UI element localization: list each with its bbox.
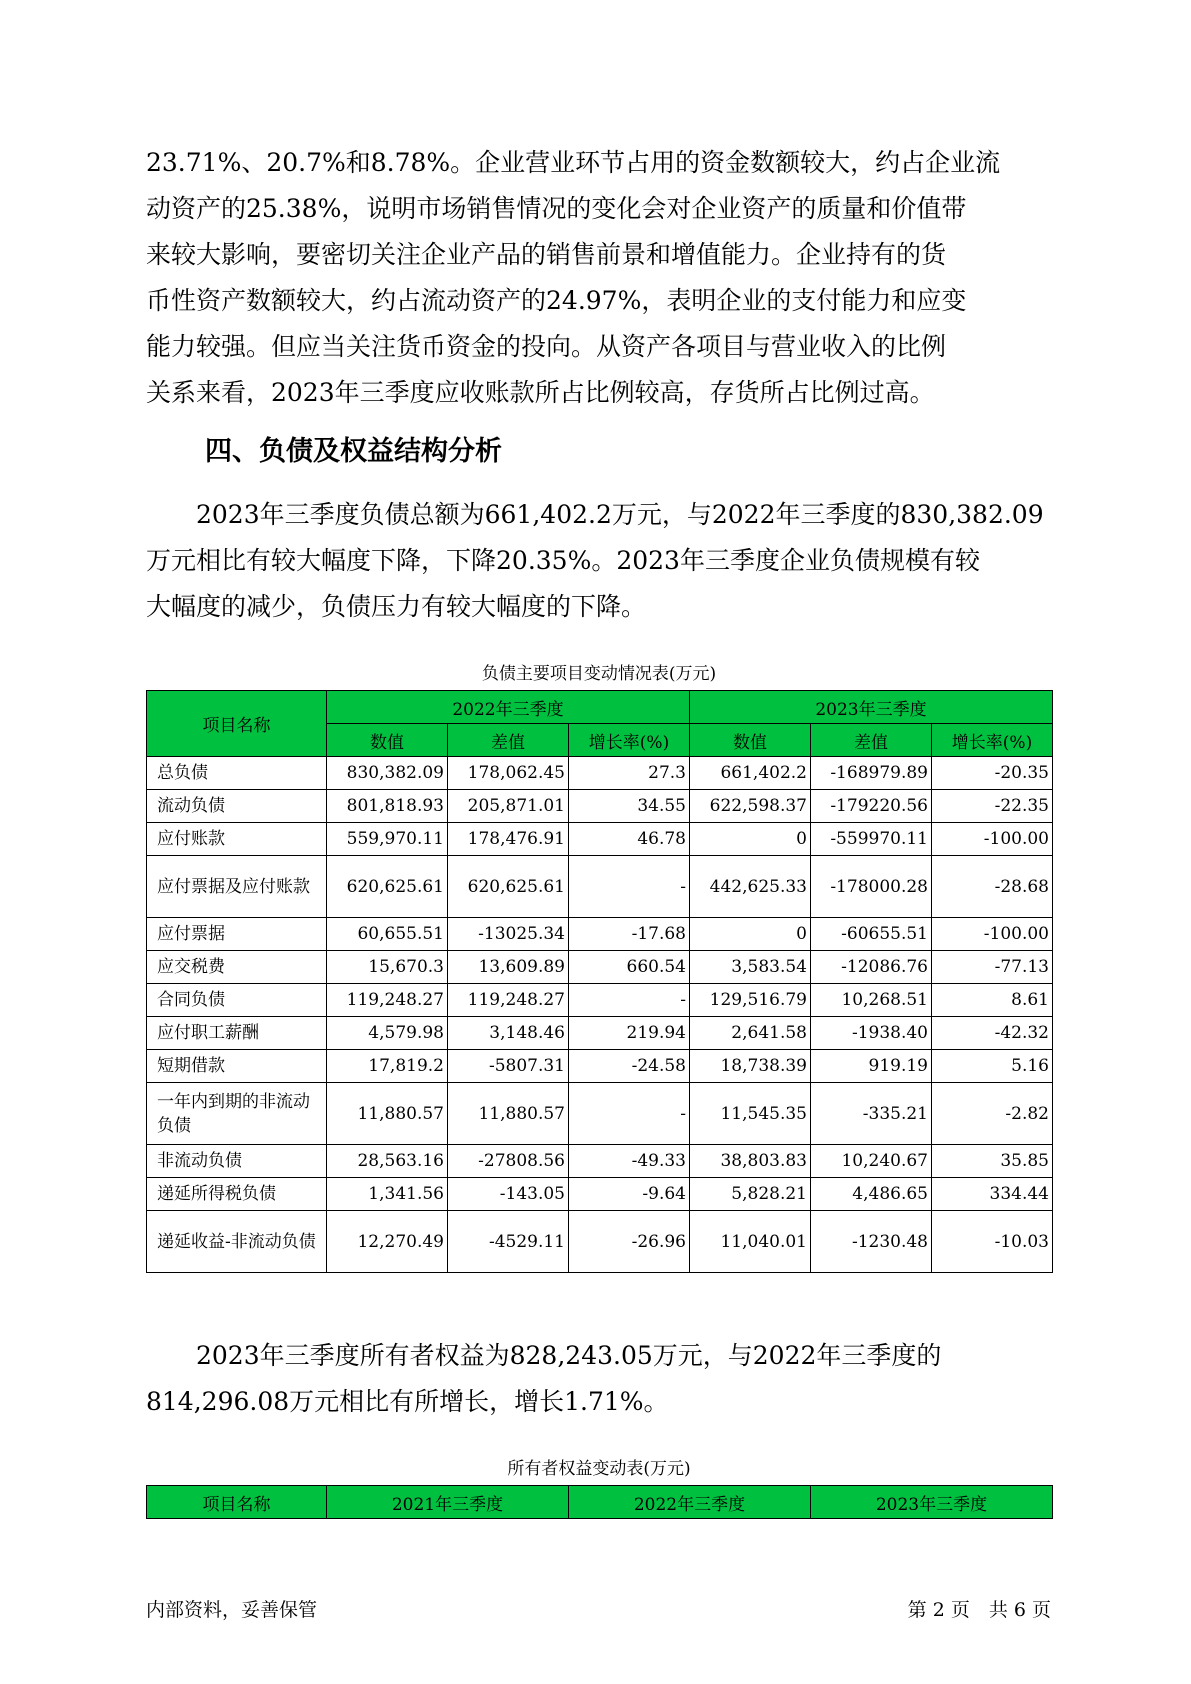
table-row xyxy=(147,1017,1053,1050)
table-cell: -20.35 xyxy=(932,757,1053,790)
subheader-value: 数值 xyxy=(690,724,811,757)
equity-line: 2023年三季度所有者权益为828,243.05万元，与2022年三季度的 xyxy=(146,1341,942,1370)
table-cell: 10,240.67 xyxy=(811,1145,932,1178)
table-cell: -5807.31 xyxy=(448,1050,569,1083)
table-cell: 219.94 xyxy=(569,1017,690,1050)
table-cell: 620,625.61 xyxy=(327,856,448,918)
table-cell: 17,819.2 xyxy=(327,1050,448,1083)
table-cell: 27.3 xyxy=(569,757,690,790)
table-cell: 10,268.51 xyxy=(811,984,932,1017)
table-cell: 15,670.3 xyxy=(327,951,448,984)
table-cell: -559970.11 xyxy=(811,823,932,856)
table-cell: 4,579.98 xyxy=(327,1017,448,1050)
table-cell: - xyxy=(569,856,690,918)
table-cell: -22.35 xyxy=(932,790,1053,823)
table-cell: -1938.40 xyxy=(811,1017,932,1050)
table-cell: 34.55 xyxy=(569,790,690,823)
intro-line: 币性资产数额较大，约占流动资产的24.97%，表明企业的支付能力和应变 xyxy=(146,286,967,315)
table-cell: -10.03 xyxy=(932,1211,1053,1273)
liability-paragraph xyxy=(146,492,1086,630)
table-cell: -27808.56 xyxy=(448,1145,569,1178)
table-cell: -12086.76 xyxy=(811,951,932,984)
table-cell: 919.19 xyxy=(811,1050,932,1083)
equity-header-item: 项目名称 xyxy=(147,1486,327,1519)
row-item-name: 合同负债 xyxy=(147,984,327,1017)
table-row xyxy=(147,856,1053,918)
table-row xyxy=(147,951,1053,984)
table-cell: 46.78 xyxy=(569,823,690,856)
row-item-name: 应交税费 xyxy=(147,951,327,984)
row-item-name: 应付账款 xyxy=(147,823,327,856)
table-cell: 5.16 xyxy=(932,1050,1053,1083)
intro-line: 动资产的25.38%，说明市场销售情况的变化会对企业资产的质量和价值带 xyxy=(146,194,967,223)
table-cell: 0 xyxy=(690,918,811,951)
row-item-name: 流动负债 xyxy=(147,790,327,823)
table-cell: -42.32 xyxy=(932,1017,1053,1050)
table-cell: -178000.28 xyxy=(811,856,932,918)
table-row xyxy=(147,984,1053,1017)
equity-table xyxy=(146,1485,1053,1519)
header-item-name: 项目名称 xyxy=(147,691,327,757)
table-cell: - xyxy=(569,1083,690,1145)
equity-paragraph xyxy=(146,1333,1086,1425)
table-cell: 620,625.61 xyxy=(448,856,569,918)
liability-line: 大幅度的减少，负债压力有较大幅度的下降。 xyxy=(146,592,647,621)
table-row xyxy=(147,1211,1053,1273)
table-row xyxy=(147,1178,1053,1211)
table-row xyxy=(147,790,1053,823)
intro-paragraph xyxy=(146,140,1086,416)
table-cell: -100.00 xyxy=(932,918,1053,951)
table-cell: 3,583.54 xyxy=(690,951,811,984)
table-cell: 119,248.27 xyxy=(327,984,448,1017)
table-cell: 13,609.89 xyxy=(448,951,569,984)
table-cell: 12,270.49 xyxy=(327,1211,448,1273)
table-cell: 11,880.57 xyxy=(327,1083,448,1145)
table-cell: 8.61 xyxy=(932,984,1053,1017)
table-row xyxy=(147,918,1053,951)
table-cell: -2.82 xyxy=(932,1083,1053,1145)
table-row xyxy=(147,757,1053,790)
table-cell: -1230.48 xyxy=(811,1211,932,1273)
table-row xyxy=(147,1145,1053,1178)
table-cell: -9.64 xyxy=(569,1178,690,1211)
table-cell: 0 xyxy=(690,823,811,856)
subheader-growth: 增长率(%) xyxy=(932,724,1053,757)
equity-table-caption: 所有者权益变动表(万元) xyxy=(507,1459,691,1479)
table-cell: 801,818.93 xyxy=(327,790,448,823)
table-cell: -24.58 xyxy=(569,1050,690,1083)
table-cell: 660.54 xyxy=(569,951,690,984)
table-cell: 559,970.11 xyxy=(327,823,448,856)
row-item-name: 应付职工薪酬 xyxy=(147,1017,327,1050)
table-cell: 28,563.16 xyxy=(327,1145,448,1178)
table-cell: 205,871.01 xyxy=(448,790,569,823)
liability-table-caption: 负债主要项目变动情况表(万元) xyxy=(481,664,717,684)
intro-line: 关系来看，2023年三季度应收账款所占比例较高，存货所占比例过高。 xyxy=(146,378,935,407)
table-cell: 4,486.65 xyxy=(811,1178,932,1211)
table-cell: 622,598.37 xyxy=(690,790,811,823)
table-cell: 1,341.56 xyxy=(327,1178,448,1211)
table-cell: -28.68 xyxy=(932,856,1053,918)
table-cell: -60655.51 xyxy=(811,918,932,951)
table-cell: -17.68 xyxy=(569,918,690,951)
table-cell: 18,738.39 xyxy=(690,1050,811,1083)
row-item-name: 递延所得税负债 xyxy=(147,1178,327,1211)
table-cell: 3,148.46 xyxy=(448,1017,569,1050)
table-cell: -4529.11 xyxy=(448,1211,569,1273)
footer-page-number: 第 2 页 共 6 页 xyxy=(907,1599,1051,1621)
subheader-diff: 差值 xyxy=(811,724,932,757)
intro-line: 来较大影响，要密切关注企业产品的销售前景和增值能力。企业持有的货 xyxy=(146,240,947,269)
row-item-name: 短期借款 xyxy=(147,1050,327,1083)
table-cell: -100.00 xyxy=(932,823,1053,856)
equity-header-2023: 2023年三季度 xyxy=(811,1486,1053,1519)
subheader-growth: 增长率(%) xyxy=(569,724,690,757)
row-item-name: 一年内到期的非流动负债 xyxy=(147,1083,327,1145)
table-cell: 11,880.57 xyxy=(448,1083,569,1145)
equity-header-2022: 2022年三季度 xyxy=(569,1486,811,1519)
table-cell: 11,545.35 xyxy=(690,1083,811,1145)
table-cell: -143.05 xyxy=(448,1178,569,1211)
row-item-name: 应付票据及应付账款 xyxy=(147,856,327,918)
header-group-2022: 2022年三季度 xyxy=(327,691,690,724)
table-cell: 5,828.21 xyxy=(690,1178,811,1211)
row-item-name: 总负债 xyxy=(147,757,327,790)
table-cell: 334.44 xyxy=(932,1178,1053,1211)
equity-line: 814,296.08万元相比有所增长，增长1.71%。 xyxy=(146,1387,669,1416)
table-cell: 661,402.2 xyxy=(690,757,811,790)
table-cell: -49.33 xyxy=(569,1145,690,1178)
table-cell: 830,382.09 xyxy=(327,757,448,790)
table-cell: -13025.34 xyxy=(448,918,569,951)
equity-header-2021: 2021年三季度 xyxy=(327,1486,569,1519)
table-cell: -77.13 xyxy=(932,951,1053,984)
row-item-name: 递延收益-非流动负债 xyxy=(147,1211,327,1273)
table-cell: -168979.89 xyxy=(811,757,932,790)
table-row xyxy=(147,823,1053,856)
table-cell: -179220.56 xyxy=(811,790,932,823)
table-cell: 2,641.58 xyxy=(690,1017,811,1050)
liability-line: 2023年三季度负债总额为661,402.2万元，与2022年三季度的830,382.09 xyxy=(146,500,1044,529)
table-cell: 178,062.45 xyxy=(448,757,569,790)
section-heading: 四、负债及权益结构分析 xyxy=(205,436,502,467)
intro-line: 23.71%、20.7%和8.78%。企业营业环节占用的资金数额较大，约占企业流 xyxy=(146,148,1001,177)
footer-confidential: 内部资料，妥善保管 xyxy=(146,1599,318,1621)
table-cell: 442,625.33 xyxy=(690,856,811,918)
subheader-value: 数值 xyxy=(327,724,448,757)
row-item-name: 应付票据 xyxy=(147,918,327,951)
table-cell: 178,476.91 xyxy=(448,823,569,856)
table-cell: - xyxy=(569,984,690,1017)
table-cell: 119,248.27 xyxy=(448,984,569,1017)
intro-line: 能力较强。但应当关注货币资金的投向。从资产各项目与营业收入的比例 xyxy=(146,332,947,361)
subheader-diff: 差值 xyxy=(448,724,569,757)
table-row xyxy=(147,1050,1053,1083)
table-row xyxy=(147,1083,1053,1145)
table-cell: 60,655.51 xyxy=(327,918,448,951)
table-cell: 38,803.83 xyxy=(690,1145,811,1178)
table-cell: 35.85 xyxy=(932,1145,1053,1178)
table-cell: -26.96 xyxy=(569,1211,690,1273)
table-cell: -335.21 xyxy=(811,1083,932,1145)
header-group-2023: 2023年三季度 xyxy=(690,691,1053,724)
liability-line: 万元相比有较大幅度下降，下降20.35%。2023年三季度企业负债规模有较 xyxy=(146,546,980,575)
table-cell: 129,516.79 xyxy=(690,984,811,1017)
row-item-name: 非流动负债 xyxy=(147,1145,327,1178)
liability-table xyxy=(146,690,1053,1273)
table-cell: 11,040.01 xyxy=(690,1211,811,1273)
